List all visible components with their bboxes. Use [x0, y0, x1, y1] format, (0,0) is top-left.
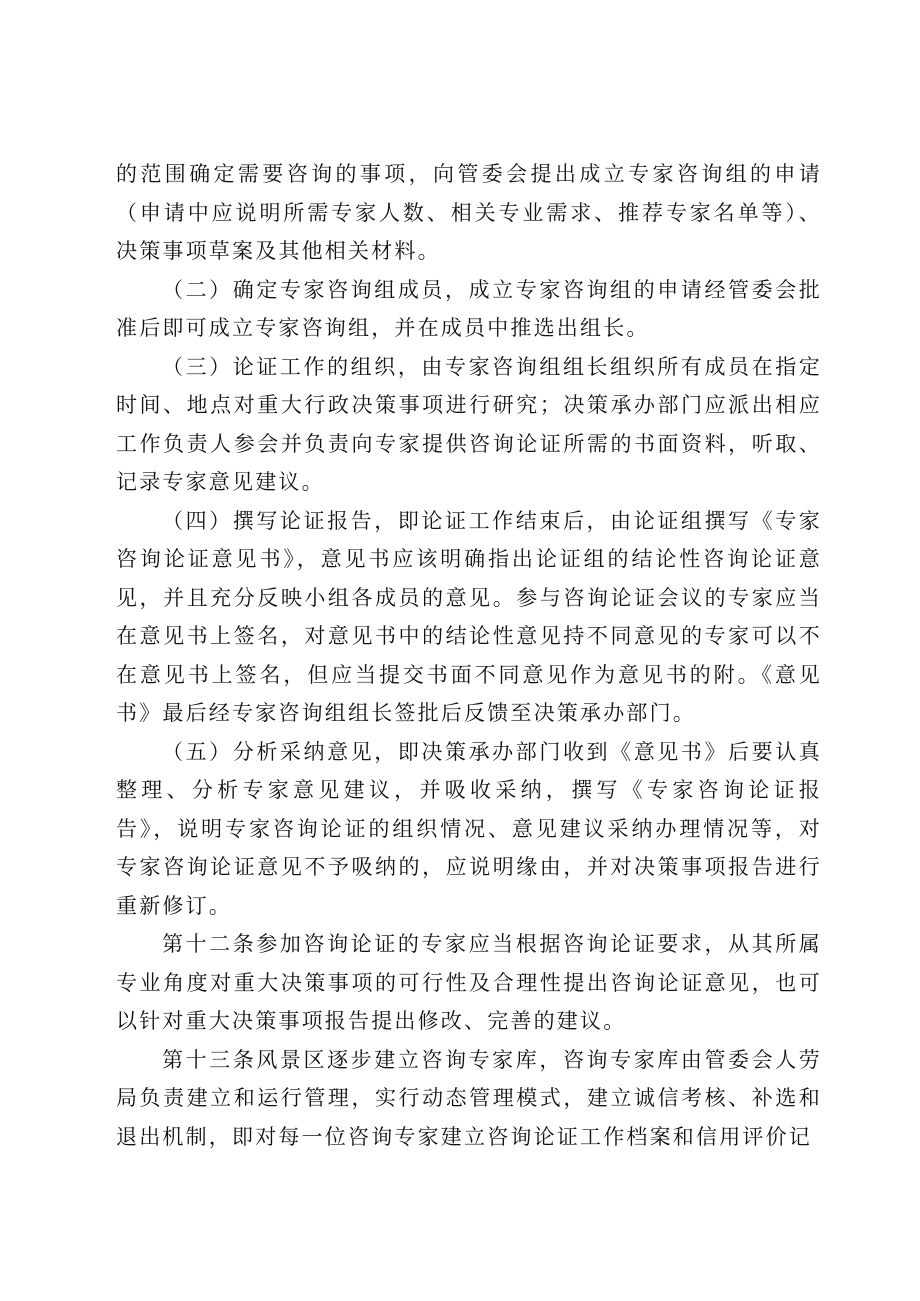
paragraph-item-5: （五）分析采纳意见，即决策承办部门收到《意见书》后要认真整理、分析专家意见建议，并吸收采纳，撰写《专家咨询论证报告》，说明专家咨询论证的组织情况、意见建议采纳办理情况等，对专家咨询论证意见不予吸纳的，应说明缘由，并对决策事项报告进行重新修订。: [116, 739, 822, 918]
paragraph-item-2: （二）确定专家咨询组成员，成立专家咨询组的申请经管委会批准后即可成立专家咨询组，并在成员中推选出组长。: [116, 277, 822, 340]
document-body: [116, 155, 822, 1156]
paragraph-item-4: （四）撰写论证报告，即论证工作结束后，由论证组撰写《专家咨询论证意见书》，意见书应该明确指出论证组的结论性咨询论证意见，并且充分反映小组各成员的意见。参与咨询论证会议的专家应当在意见书上签名，对意见书中的结论性意见持不同意见的专家可以不在意见书上签名，但应当提交书面不同意见作为意见书的附。《意见书》最后经专家咨询组组长签批后反馈至决策承办部门。: [116, 508, 822, 725]
paragraph-article-12: 第十二条参加咨询论证的专家应当根据咨询论证要求，从其所属专业角度对重大决策事项的可行性及合理性提出咨询论证意见，也可以针对重大决策事项报告提出修改、完善的建议。: [116, 932, 822, 1033]
paragraph-continuation: 的范围确定需要咨询的事项，向管委会提出成立专家咨询组的申请（申请中应说明所需专家人数、相关专业需求、推荐专家名单等）、决策事项草案及其他相关材料。: [116, 162, 822, 263]
paragraph-item-3: （三）论证工作的组织，由专家咨询组组长组织所有成员在指定时间、地点对重大行政决策事项进行研究；决策承办部门应派出相应工作负责人参会并负责向专家提供咨询论证所需的书面资料，听取、记录专家意见建议。: [116, 354, 822, 494]
paragraph-article-13: 第十三条风景区逐步建立咨询专家库，咨询专家库由管委会人劳局负责建立和运行管理，实行动态管理模式，建立诚信考核、补选和退出机制，即对每一位咨询专家建立咨询论证工作档案和信用评价记: [116, 1047, 822, 1149]
